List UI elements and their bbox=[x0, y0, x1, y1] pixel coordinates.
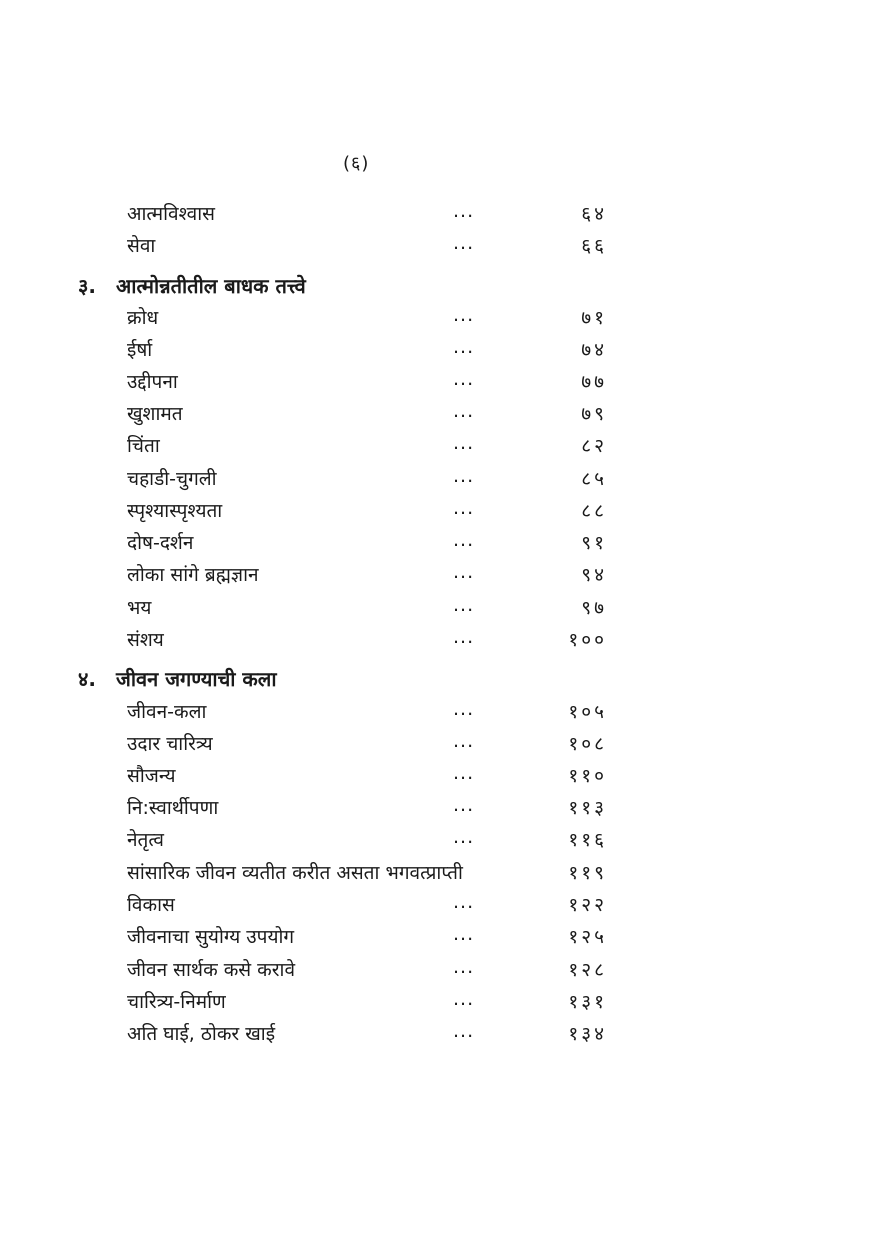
toc-entry bbox=[0, 465, 875, 495]
entry-title: चारित्र्य-निर्माण bbox=[127, 991, 226, 1013]
entry-leader: ... bbox=[453, 529, 475, 551]
entry-page: १२८ bbox=[568, 959, 607, 981]
entry-leader: ... bbox=[453, 794, 475, 816]
entry-leader: ... bbox=[453, 304, 475, 326]
entry-leader: ... bbox=[453, 891, 475, 913]
toc-entry bbox=[0, 859, 875, 889]
entry-leader: ... bbox=[453, 626, 475, 648]
entry-leader: ... bbox=[453, 200, 475, 222]
toc-entry bbox=[0, 594, 875, 624]
entry-page: १२५ bbox=[568, 926, 607, 948]
entry-leader: ... bbox=[453, 400, 475, 422]
entry-title: संशय bbox=[127, 629, 164, 651]
entry-leader: ... bbox=[453, 826, 475, 848]
entry-page: ९७ bbox=[581, 597, 607, 619]
entry-leader: ... bbox=[453, 923, 475, 945]
entry-leader: ... bbox=[453, 698, 475, 720]
toc-entry bbox=[0, 232, 875, 262]
toc-entry bbox=[0, 304, 875, 334]
entry-leader: ... bbox=[453, 956, 475, 978]
entry-title: खुशामत bbox=[127, 403, 183, 425]
toc-entry bbox=[0, 891, 875, 921]
toc-entry bbox=[0, 762, 875, 792]
toc-entry bbox=[0, 336, 875, 366]
section-number: ४. bbox=[78, 667, 96, 691]
entry-title: आत्मविश्वास bbox=[127, 203, 216, 225]
entry-leader: ... bbox=[453, 336, 475, 358]
entry-title: भय bbox=[127, 597, 152, 619]
entry-leader: ... bbox=[453, 1020, 475, 1042]
entry-page: ११३ bbox=[568, 797, 607, 819]
entry-page: ११६ bbox=[568, 829, 607, 851]
entry-title: अति घाई, ठोकर खाई bbox=[127, 1023, 276, 1045]
entry-page: ७१ bbox=[581, 307, 607, 329]
entry-leader: ... bbox=[453, 497, 475, 519]
toc-entry bbox=[0, 698, 875, 728]
page-number: (६) bbox=[343, 153, 370, 174]
entry-leader: ... bbox=[453, 465, 475, 487]
toc-entry bbox=[0, 826, 875, 856]
entry-leader: ... bbox=[453, 594, 475, 616]
entry-title: जीवनाचा सुयोग्य उपयोग bbox=[127, 926, 295, 948]
section-title: जीवन जगण्याची कला bbox=[116, 667, 277, 691]
entry-page: ११९ bbox=[568, 862, 607, 884]
entry-title: उद्दीपना bbox=[127, 371, 178, 393]
toc-entry bbox=[0, 988, 875, 1018]
section-heading bbox=[78, 272, 306, 302]
entry-title: जीवन सार्थक कसे करावे bbox=[127, 959, 296, 981]
entry-title: लोका सांगे ब्रह्मज्ञान bbox=[127, 564, 259, 586]
section-title: आत्मोन्नतीतील बाधक तत्त्वे bbox=[116, 274, 306, 298]
entry-title: विकास bbox=[127, 894, 175, 916]
entry-page: ६६ bbox=[581, 235, 607, 257]
section-heading bbox=[78, 665, 277, 695]
entry-page: १३४ bbox=[568, 1023, 607, 1045]
entry-title: क्रोध bbox=[127, 307, 159, 329]
entry-title: नि:स्वार्थीपणा bbox=[127, 797, 219, 819]
entry-title: स्पृश्यास्पृश्यता bbox=[127, 500, 223, 522]
entry-title: जीवन-कला bbox=[127, 701, 207, 723]
section-number: ३. bbox=[78, 274, 96, 298]
toc-entry bbox=[0, 497, 875, 527]
entry-page: ९१ bbox=[581, 532, 607, 554]
toc-entry bbox=[0, 730, 875, 760]
entry-page: ७७ bbox=[581, 371, 607, 393]
entry-page: ८८ bbox=[581, 500, 607, 522]
toc-entry bbox=[0, 923, 875, 953]
toc-entry bbox=[0, 529, 875, 559]
toc-entry bbox=[0, 368, 875, 398]
entry-leader: ... bbox=[453, 988, 475, 1010]
entry-page: ११० bbox=[568, 765, 607, 787]
entry-page: ८५ bbox=[581, 468, 607, 490]
toc-entry bbox=[0, 794, 875, 824]
entry-title: सौजन्य bbox=[127, 765, 176, 787]
entry-page: ७४ bbox=[581, 339, 607, 361]
entry-leader: ... bbox=[453, 232, 475, 254]
entry-leader: ... bbox=[453, 368, 475, 390]
entry-title: सांसारिक जीवन व्यतीत करीत असता भगवत्प्राप्ती bbox=[127, 862, 463, 884]
toc-entry bbox=[0, 432, 875, 462]
toc-entry bbox=[0, 561, 875, 591]
entry-page: ९४ bbox=[581, 564, 607, 586]
entry-title: उदार चारित्र्य bbox=[127, 733, 213, 755]
entry-page: १०० bbox=[568, 629, 607, 651]
toc-entry bbox=[0, 1020, 875, 1050]
entry-page: १२२ bbox=[568, 894, 607, 916]
entry-title: सेवा bbox=[127, 235, 156, 257]
entry-page: ६४ bbox=[581, 203, 607, 225]
entry-page: १३१ bbox=[568, 991, 607, 1013]
entry-leader: ... bbox=[453, 561, 475, 583]
toc-entry bbox=[0, 400, 875, 430]
entry-leader: ... bbox=[453, 432, 475, 454]
entry-page: १०८ bbox=[568, 733, 607, 755]
entry-leader: ... bbox=[453, 762, 475, 784]
entry-title: नेतृत्व bbox=[127, 829, 164, 851]
entry-title: दोष-दर्शन bbox=[127, 532, 194, 554]
entry-page: १०५ bbox=[568, 701, 607, 723]
toc-entry bbox=[0, 626, 875, 656]
entry-leader: ... bbox=[453, 730, 475, 752]
entry-page: ७९ bbox=[581, 403, 607, 425]
entry-title: ईर्षा bbox=[127, 339, 153, 361]
entry-title: चहाडी-चुगली bbox=[127, 468, 217, 490]
entry-page: ८२ bbox=[581, 435, 607, 457]
toc-entry bbox=[0, 200, 875, 230]
toc-entry bbox=[0, 956, 875, 986]
entry-title: चिंता bbox=[127, 435, 160, 457]
